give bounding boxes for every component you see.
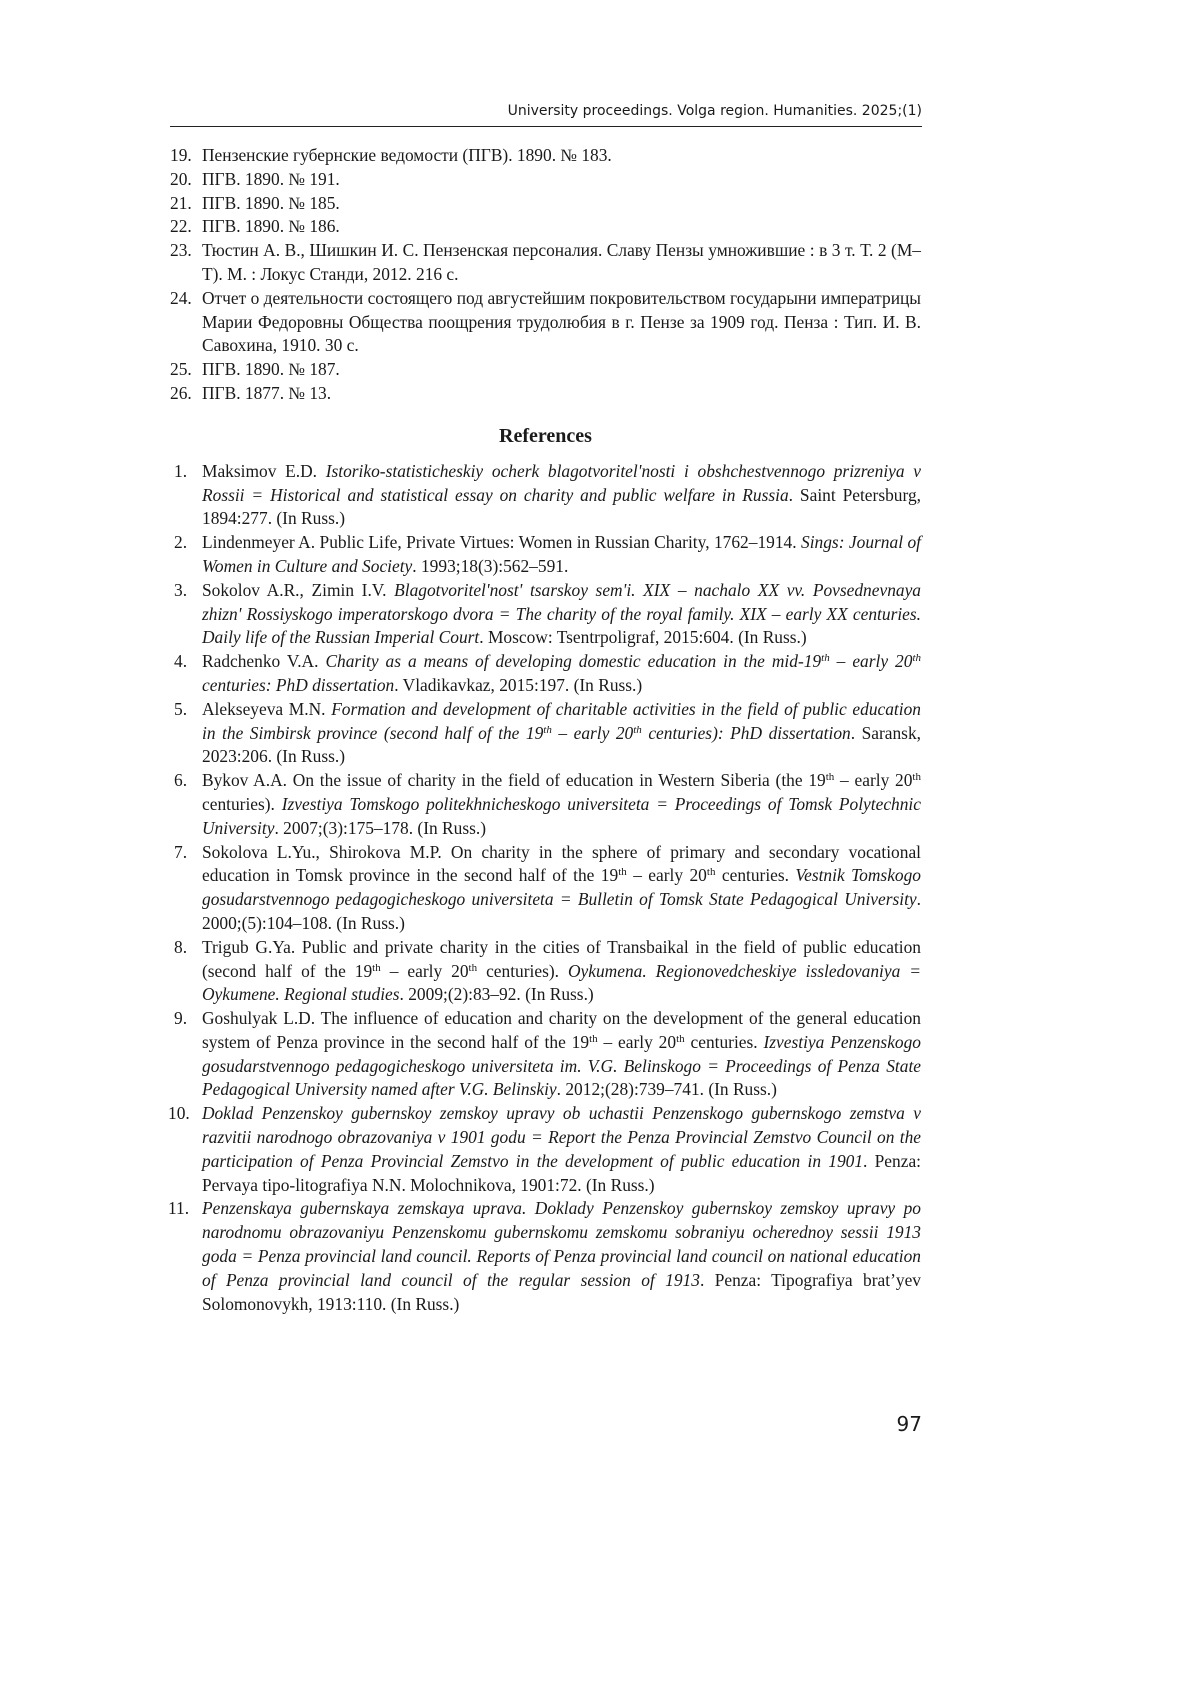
reference-text: . Saransk, 2023:206. (In Russ.) xyxy=(202,722,921,767)
reference-item xyxy=(170,936,921,1007)
reference-text: Trigub G.Ya. Public and private charity in the cities of Transbaikal in the field of public education (second half of the 19 xyxy=(202,936,921,981)
running-head: University proceedings. Volga region. Humanities. 2025;(1) xyxy=(507,103,922,119)
reference-text: Istoriko-statisticheskiy ocherk blagotvoritel'nosti i obshchestvennogo prizreniya v Rossii = Historical and statistical essay on charity and public welfare in Russia xyxy=(202,460,921,505)
reference-text: ПГВ. 1890. № 187. xyxy=(202,359,340,380)
reference-item xyxy=(170,382,921,406)
reference-number: 22. xyxy=(170,216,192,237)
reference-text: th xyxy=(676,1032,685,1045)
reference-text: . Moscow: Tsentrpoligraf, 2015:604. (In Russ.) xyxy=(479,627,807,648)
header-rule xyxy=(170,126,922,127)
reference-item xyxy=(170,215,921,239)
references-heading: References xyxy=(499,424,592,447)
reference-number: 24. xyxy=(170,287,192,308)
reference-number: 1. xyxy=(174,460,188,481)
reference-text: – early 20 xyxy=(829,651,913,672)
reference-text: th xyxy=(912,652,921,665)
reference-text: Sokolova L.Yu., Shirokova M.P. On charity in the sphere of primary and secondary vocational education in Tomsk province in the second half of the 19 xyxy=(202,841,921,886)
reference-text: centuries. xyxy=(715,865,796,886)
reference-text: . Saint Petersburg, 1894:277. (In Russ.) xyxy=(202,484,921,529)
reference-item xyxy=(170,1102,921,1197)
reference-text: . Penza: Pervaya tipo-litografiya N.N. Molochnikova, 1901:72. (In Russ.) xyxy=(202,1150,921,1195)
reference-number: 2. xyxy=(174,532,188,553)
reference-text: – early 20 xyxy=(551,722,634,743)
reference-number: 3. xyxy=(174,579,188,600)
reference-text: – early 20 xyxy=(834,770,913,791)
reference-text: . 2012;(28):739–741. (In Russ.) xyxy=(556,1079,777,1100)
reference-text: Пензенские губернские ведомости (ПГВ). 1890. № 183. xyxy=(202,145,612,165)
reference-text: Formation and development of charitable activities in the field of public education in the Simbirsk province (second half of the 19 xyxy=(202,698,921,743)
reference-number: 20. xyxy=(170,168,192,189)
reference-text: Sings: Journal of Women in Culture and Society xyxy=(202,532,921,576)
reference-text: Lindenmeyer A. Public Life, Private Virtues: Women in Russian Charity, 1762–1914. xyxy=(202,532,802,553)
reference-item xyxy=(170,841,921,936)
reference-text: Vestnik Tomskogo gosudarstvennogo pedagogicheskogo universiteta = Bulletin of Tomsk State Pedagogical University xyxy=(202,865,922,910)
reference-number: 4. xyxy=(174,651,188,672)
reference-text: centuries). xyxy=(202,793,282,814)
reference-text: – early 20 xyxy=(597,1031,677,1052)
reference-text: Oykumena. Regionovedcheskiye issledovaniya = Oykumene. Regional studies xyxy=(202,960,921,1005)
reference-text: . 2007;(3):175–178. (In Russ.) xyxy=(274,817,487,838)
reference-text: ПГВ. 1890. № 191. xyxy=(202,168,340,189)
reference-number: 11. xyxy=(168,1198,190,1219)
reference-text: Alekseyeva M.N. xyxy=(202,698,332,719)
reference-text: ПГВ. 1890. № 185. xyxy=(202,192,340,213)
reference-text: Doklad Penzenskoy gubernskoy zemskoy upravy ob uchastii Penzenskogo gubernskogo zemstva v razvitii narodnogo obrazovaniya v 1901 godu = Report the Penza Provincial Zemstvo Council on the participation of Penza Provincial Zemstvo in the development of public education in 1901 xyxy=(202,1103,921,1171)
reference-text: Charity as a means of developing domestic education in the mid-19 xyxy=(325,651,822,672)
english-reference-list xyxy=(170,460,921,1317)
reference-text: th xyxy=(912,771,921,784)
reference-text: Sokolov A.R., Zimin I.V. xyxy=(202,579,395,600)
reference-text: th xyxy=(633,723,642,736)
reference-text: centuries). xyxy=(477,960,568,981)
reference-number: 21. xyxy=(170,192,192,213)
reference-text: . 2009;(2):83–92. (In Russ.) xyxy=(399,984,594,1005)
reference-text: Penzenskaya gubernskaya zemskaya uprava. Doklady Penzenskoy gubernskoy zemskoy upravy po narodnomu obrazovaniyu Penzenskomu gubernskomu zemskomu sobraniyu ocherednoy sessii 1913 goda = Penza provincial land council. Reports of Penza provincial land council on national education of Penza provincial land council of the regular session of 1913 xyxy=(202,1198,921,1290)
reference-text: Radchenko V.A. xyxy=(202,651,326,672)
reference-item xyxy=(170,168,921,192)
reference-text: centuries): PhD dissertation xyxy=(641,722,851,743)
reference-number: 6. xyxy=(174,770,188,791)
reference-number: 26. xyxy=(170,382,192,403)
reference-item xyxy=(170,1007,921,1102)
reference-text: th xyxy=(543,723,552,736)
page-content xyxy=(170,144,921,1316)
reference-text: Izvestiya Penzenskogo gosudarstvennogo pedagogicheskogo universiteta im. V.G. Belinskogo = Proceedings of Penza State Pedagogical University named after V.G. Belinskiy xyxy=(202,1031,922,1100)
reference-text: Goshulyak L.D. The influence of education and charity on the development of the general education system of Penza province in the second half of the 19 xyxy=(202,1008,921,1052)
reference-text: th xyxy=(618,866,627,879)
reference-item xyxy=(170,460,921,531)
reference-text: centuries. xyxy=(684,1031,764,1052)
reference-number: 5. xyxy=(174,698,188,719)
reference-number: 8. xyxy=(174,936,188,957)
reference-text: centuries: PhD dissertation xyxy=(202,674,395,695)
reference-number: 23. xyxy=(170,240,192,261)
reference-text: th xyxy=(468,961,478,974)
reference-number: 9. xyxy=(174,1008,188,1029)
reference-text: Тюстин А. В., Шишкин И. С. Пензенская персоналия. Славу Пензы умножившие : в 3 т. Т. 2 (М–Т). М. : Локус Станди, 2012. 216 с. xyxy=(202,240,921,284)
page-number: 97 xyxy=(896,1412,922,1436)
reference-text: th xyxy=(589,1032,598,1045)
reference-item xyxy=(170,579,921,650)
reference-text: . Vladikavkaz, 2015:197. (In Russ.) xyxy=(394,674,643,695)
reference-text: . Penza: Tipografiya brat’yev Solomonovykh, 1913:110. (In Russ.) xyxy=(202,1269,921,1314)
reference-text: Izvestiya Tomskogo politekhnicheskogo universiteta = Proceedings of Tomsk Polytechnic University xyxy=(202,793,921,838)
reference-text: Bykov A.A. On the issue of charity in the field of education in Western Siberia (the 19 xyxy=(202,770,826,791)
reference-number: 7. xyxy=(174,841,188,862)
reference-item xyxy=(170,650,921,698)
reference-text: Отчет о деятельности состоящего под августейшим покровительством государыни императрицы Марии Федоровны Общества поощрения трудолюбия в г. Пензе за 1909 год. Пенза : Тип. И. В. Савохина, 1910. 30 с. xyxy=(202,287,921,356)
reference-text: th xyxy=(825,771,835,784)
reference-text: . 1993;18(3):562–591. xyxy=(412,555,569,576)
reference-item xyxy=(170,531,921,579)
reference-text: Maksimov E.D. xyxy=(202,460,326,481)
reference-number: 25. xyxy=(170,359,192,380)
reference-number: 10. xyxy=(168,1103,190,1124)
reference-text: Blagotvoritel'nost' tsarskoy sem'i. XIX – nachalo XX vv. Povsednevnaya zhizn' Rossiyskogo imperatorskogo dvora = The charity of the royal family. XIX – early XX centuries. Daily life of the Russian Imperial Court xyxy=(202,579,921,648)
reference-item xyxy=(170,1197,921,1316)
reference-text: ПГВ. 1890. № 186. xyxy=(202,216,340,237)
reference-item xyxy=(170,239,921,287)
reference-item xyxy=(170,192,921,216)
reference-text: th xyxy=(706,866,716,879)
reference-item xyxy=(170,698,921,769)
reference-item xyxy=(170,358,921,382)
reference-item xyxy=(170,144,921,168)
reference-number: 19. xyxy=(170,145,192,165)
reference-text: . 2000;(5):104–108. (In Russ.) xyxy=(202,889,921,933)
russian-reference-list xyxy=(170,144,921,406)
reference-text: – early 20 xyxy=(626,865,707,886)
reference-item xyxy=(170,769,921,840)
reference-text: th xyxy=(821,652,830,665)
reference-item xyxy=(170,287,921,358)
reference-text: th xyxy=(372,961,381,974)
reference-text: – early 20 xyxy=(380,960,469,981)
reference-text: ПГВ. 1877. № 13. xyxy=(202,382,332,403)
